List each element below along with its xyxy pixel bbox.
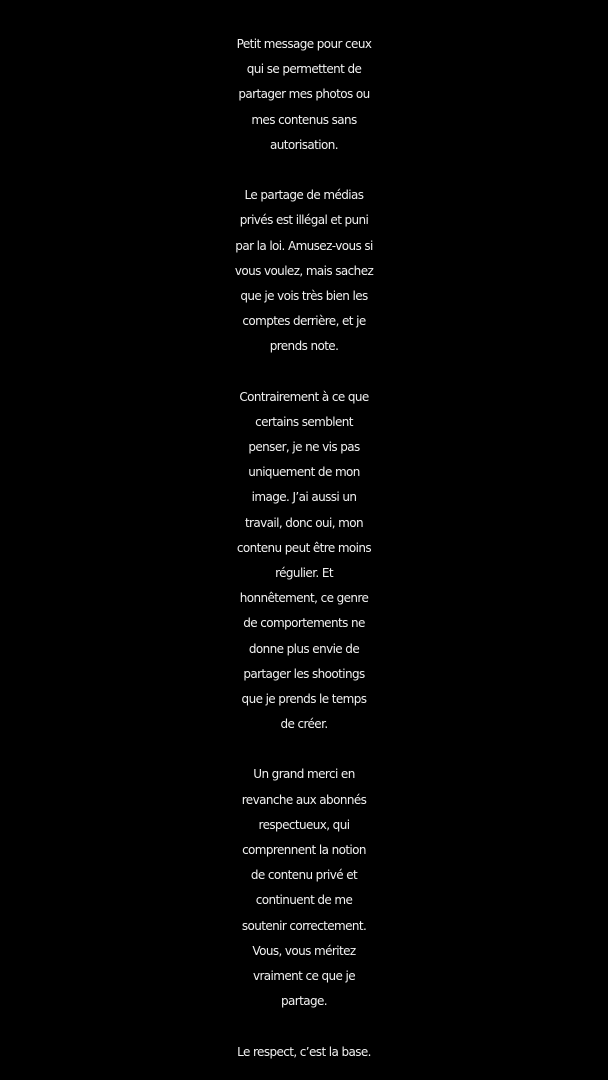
text-line: honnêtement, ce genre [239,591,369,606]
paragraph-spacer [0,158,608,183]
text-line: mes contenus sans [251,112,357,127]
text-line: que je vois très bien les [240,288,368,303]
paragraph-spacer [0,737,608,762]
text-line: vous voulez, mais sachez [234,263,374,278]
text-line: comptes derrière, et je [242,314,366,329]
text-line: que je prends le temps [241,691,367,706]
text-line: par la loi. Amusez-vous si [235,238,373,253]
paragraph-2 [0,183,608,359]
text-line: soutenir correctement. [241,918,367,933]
text-line: vraiment ce que je [252,968,356,983]
text-line: Un grand merci en [253,767,355,782]
text-line: penser, je ne vis pas [248,440,360,454]
text-line: régulier. Et [275,565,333,580]
text-line: revanche aux abonnés [241,792,367,807]
text-line: contenu peut être moins [236,540,372,555]
text-line: continuent de me [255,893,353,908]
text-line: qui se permettent de [246,62,362,77]
text-line: Le respect, c’est la base. [237,1044,371,1059]
text-line: Petit message pour ceux [236,37,372,51]
paragraph-spacer [0,359,608,384]
paragraph-1 [0,32,608,158]
text-line: certains semblent [255,414,353,429]
text-line: image. J’ai aussi un [251,490,357,505]
paragraph-5 [0,1040,608,1065]
paragraph-spacer [0,1014,608,1039]
story-text [0,32,608,1065]
text-line: autorisation. [270,137,338,152]
paragraph-3 [0,385,608,738]
text-line: Contrairement à ce que [239,389,369,404]
text-line: de créer. [280,717,328,732]
paragraph-4 [0,762,608,1014]
text-line: respectueux, qui [258,817,350,832]
text-line: donne plus envie de [248,641,360,656]
text-line: partage. [281,994,327,1009]
text-line: Vous, vous méritez [252,943,356,958]
text-line: Le partage de médias [244,188,364,203]
text-line: privés est illégal et puni [239,213,369,228]
text-line: partager les shootings [243,666,365,681]
text-line: comprennent la notion [242,843,366,857]
text-line: partager mes photos ou [238,87,370,102]
text-line: de comportements ne [243,616,365,631]
text-line: uniquement de mon [248,465,360,480]
text-line: travail, donc oui, mon [244,515,364,530]
text-line: de contenu privé et [250,868,358,883]
text-line: prends note. [269,339,339,354]
